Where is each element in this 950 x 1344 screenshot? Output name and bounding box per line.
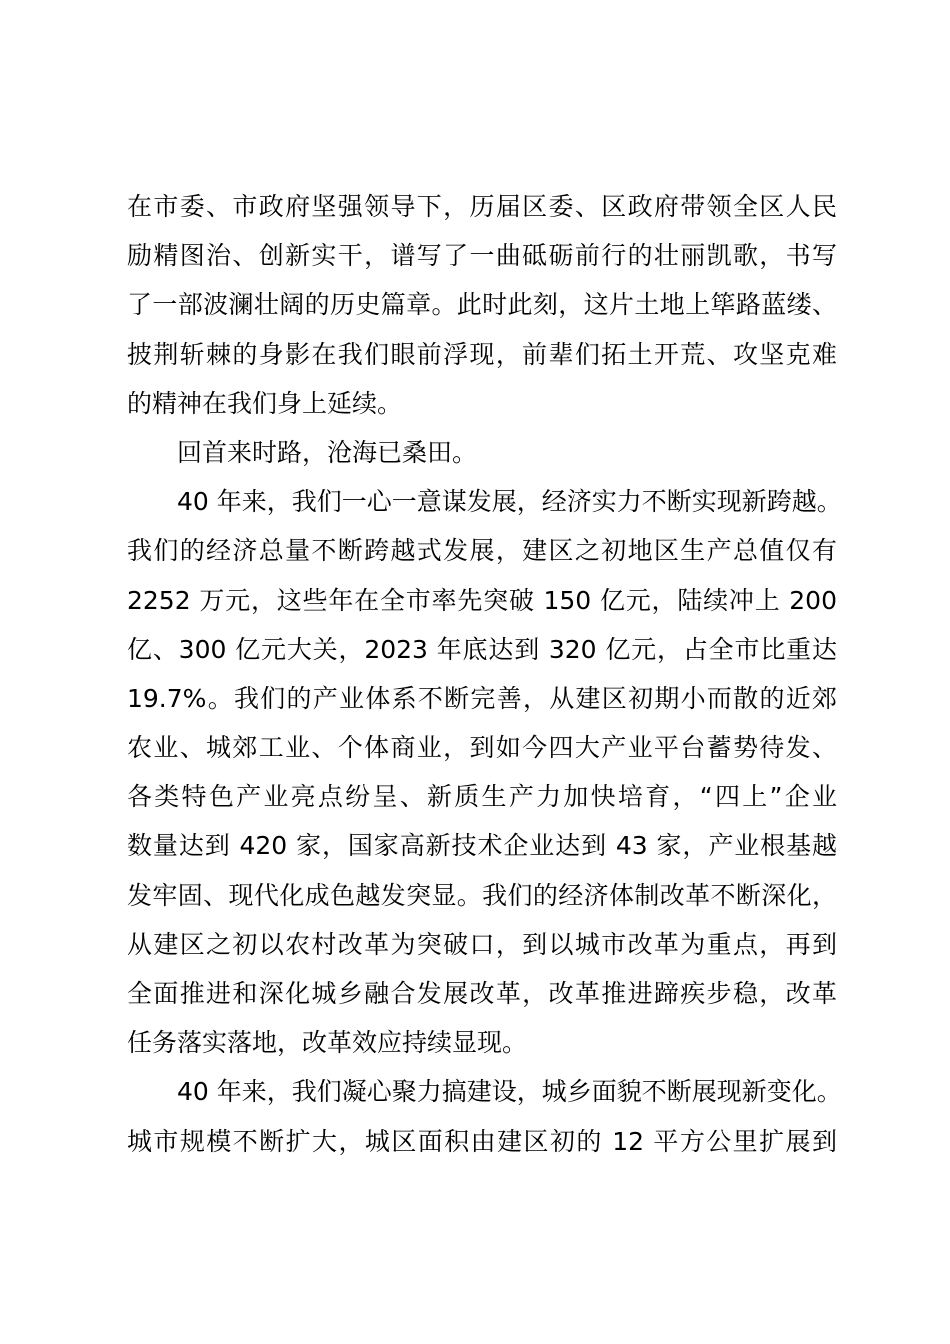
text-line: 2252 万元，这些年在全市率先突破 150 亿元，陆续冲上 200 bbox=[127, 585, 837, 615]
text-line: 农业、城郊工业、个体商业，到如今四大产业平台蓄势待发、 bbox=[127, 733, 837, 763]
text-line: 城市规模不断扩大，城区面积由建区初的 12 平方公里扩展到 bbox=[127, 1126, 837, 1156]
text-line: 披荆斩棘的身影在我们眼前浮现，前辈们拓土开荒、攻坚克难 bbox=[127, 339, 837, 369]
text-line: 励精图治、创新实干，谱写了一曲砥砺前行的壮丽凯歌，书写 bbox=[127, 241, 837, 271]
text-line: 全面推进和深化城乡融合发展改革，改革推进蹄疾步稳，改革 bbox=[127, 979, 837, 1008]
text-line: 从建区之初以农村改革为突破口，到以城市改革为重点，再到 bbox=[127, 929, 837, 959]
text-line: 数量达到 420 家，国家高新技术企业达到 43 家，产业根基越 bbox=[127, 831, 837, 861]
text-line: 任务落实落地，改革效应持续显现。 bbox=[127, 1028, 528, 1058]
text-line: 回首来时路，沧海已桑田。 bbox=[177, 437, 478, 467]
text-line: 我们的经济总量不断跨越式发展，建区之初地区生产总值仅有 bbox=[127, 536, 837, 566]
text-line: 各类特色产业亮点纷呈、新质生产力加快培育，“四上”企业 bbox=[127, 782, 837, 812]
text-line: 发牢固、现代化成色越发突显。我们的经济体制改革不断深化， bbox=[127, 880, 837, 910]
text-line: 了一部波澜壮阔的历史篇章。此时此刻，这片土地上筚路蓝缕、 bbox=[127, 290, 837, 320]
text-line: 40 年来，我们凝心聚力搞建设，城乡面貌不断展现新变化。 bbox=[177, 1077, 842, 1107]
text-line: 的精神在我们身上延续。 bbox=[127, 388, 403, 418]
text-line: 亿、300 亿元大关，2023 年底达到 320 亿元，占全市比重达 bbox=[127, 634, 837, 664]
text-line: 40 年来，我们一心一意谋发展，经济实力不断实现新跨越。 bbox=[177, 487, 842, 517]
body-text bbox=[127, 182, 842, 1166]
text-line: 19.7%。我们的产业体系不断完善，从建区初期小而散的近郊 bbox=[127, 683, 837, 713]
text-line: 在市委、市政府坚强领导下，历届区委、区政府带领全区人民 bbox=[127, 192, 837, 221]
